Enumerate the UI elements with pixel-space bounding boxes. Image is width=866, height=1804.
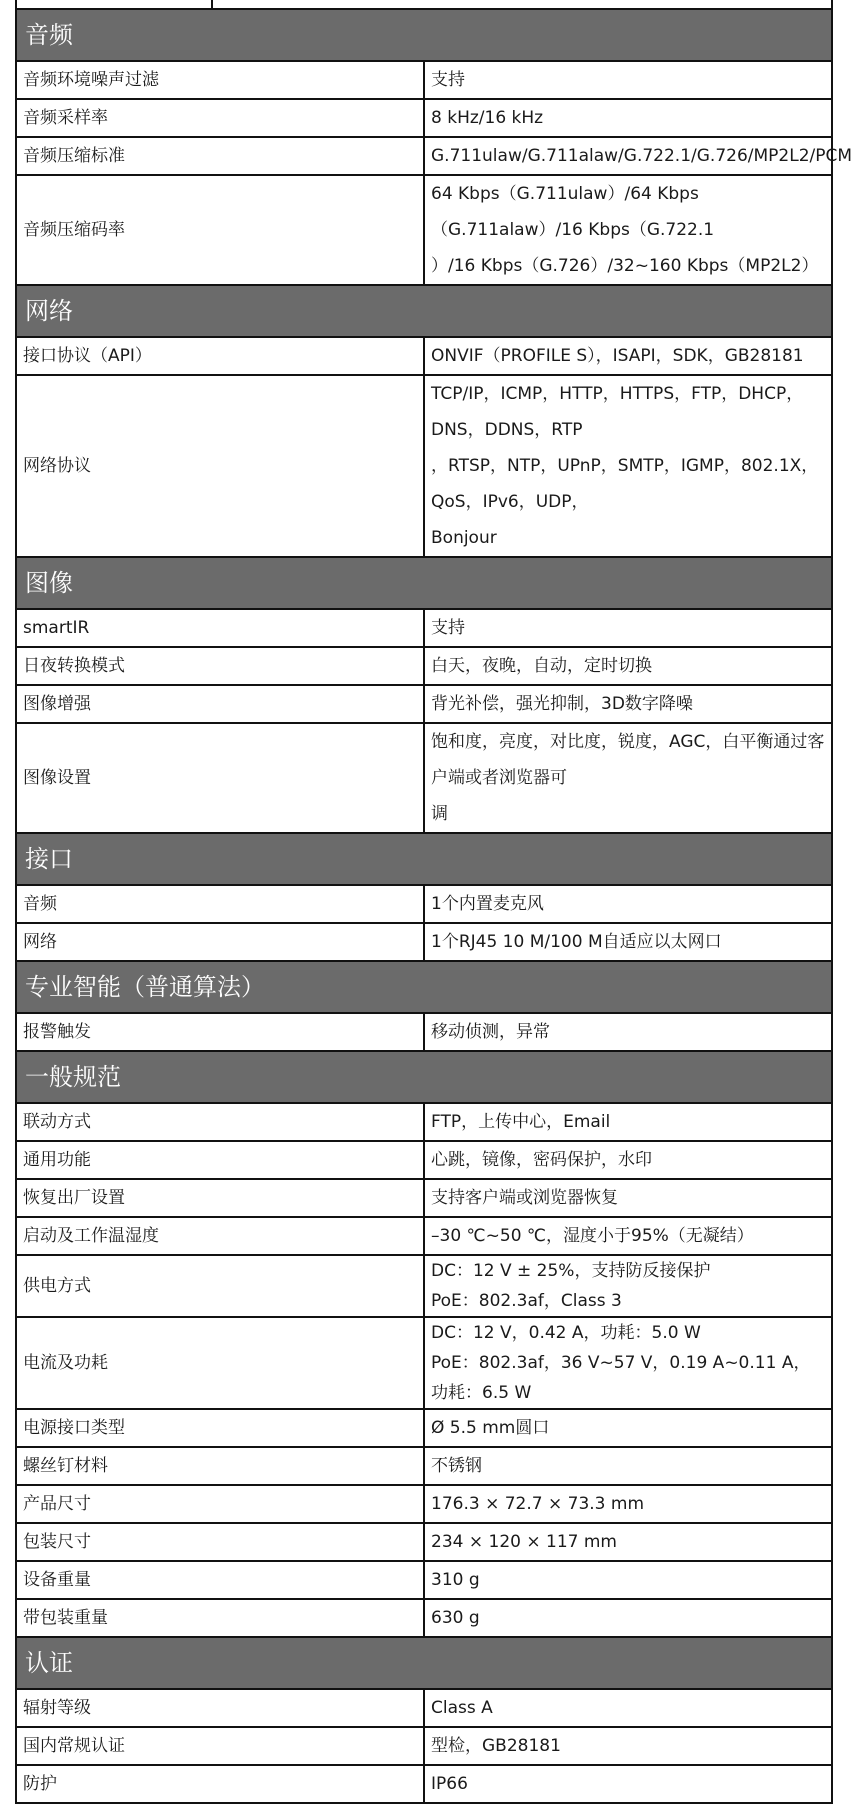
spec-key: smartIR: [16, 609, 424, 647]
spec-value-line: Bonjour: [431, 528, 497, 548]
spec-value-line: 176.3 × 72.7 × 73.3 mm: [431, 1494, 644, 1514]
spec-value-line: 白天，夜晚，自动，定时切换: [431, 656, 652, 676]
section-header-row: [16, 961, 832, 1013]
spec-value: [424, 1523, 832, 1561]
section-title: 音频: [16, 9, 832, 61]
spec-value-line: Class A: [431, 1698, 493, 1718]
spec-row: [16, 1485, 832, 1523]
spec-value: [424, 647, 832, 685]
spec-key: 图像增强: [16, 685, 424, 723]
spec-value-line: 支持客户端或浏览器恢复: [431, 1188, 618, 1208]
spec-value-line: 64 Kbps（G.711ulaw）/64 Kbps（G.711alaw）/16 Kbps（G.722.1: [431, 184, 715, 240]
spec-value: [424, 1141, 832, 1179]
spec-value: [424, 1765, 832, 1803]
section-header-row: [16, 285, 832, 337]
spec-key: 电源接口类型: [16, 1409, 424, 1447]
section-title: 一般规范: [16, 1051, 832, 1103]
spec-row: [16, 1523, 832, 1561]
spec-key: 音频压缩标准: [16, 137, 424, 175]
spec-row: [16, 1561, 832, 1599]
spec-key: 联动方式: [16, 1103, 424, 1141]
spec-value-line: DC：12 V，0.42 A，功耗：5.0 W: [431, 1323, 701, 1343]
spec-value-line: –30 ℃~50 ℃，湿度小于95%（无凝结）: [431, 1226, 754, 1246]
section-header-row: [16, 9, 832, 61]
spec-value-line: 8 kHz/16 kHz: [431, 108, 544, 128]
spec-row: [16, 1765, 832, 1803]
spec-value: [424, 1689, 832, 1727]
spec-row: [16, 1689, 832, 1727]
spec-key: 通用功能: [16, 1141, 424, 1179]
spec-value-line: 不锈钢: [431, 1456, 482, 1476]
section-title: 专业智能（普通算法）: [16, 961, 832, 1013]
spec-row: [16, 723, 832, 833]
spec-key: 音频: [16, 885, 424, 923]
spec-key: 网络协议: [16, 375, 424, 557]
spec-value: [424, 99, 832, 137]
spec-key: 恢复出厂设置: [16, 1179, 424, 1217]
section-header-row: [16, 1637, 832, 1689]
spec-value: [424, 1447, 832, 1485]
spec-row: [16, 1317, 832, 1409]
spec-value-line: 1个内置麦克风: [431, 894, 544, 914]
spec-row: [16, 1255, 832, 1317]
spec-value-line: TCP/IP，ICMP，HTTP，HTTPS，FTP，DHCP，DNS，DDNS，RTP: [431, 384, 804, 440]
spec-row: [16, 137, 832, 175]
spec-value-line: ，RTSP，NTP，UPnP，SMTP，IGMP，802.1X，QoS，IPv6，UDP，: [431, 456, 819, 512]
spec-table-body: [16, 9, 853, 1803]
spec-value: [424, 885, 832, 923]
spec-row: [16, 1599, 832, 1637]
spec-value: [424, 61, 832, 99]
spec-value-line: FTP，上传中心，Email: [431, 1112, 611, 1132]
spec-key: 设备重量: [16, 1561, 424, 1599]
spec-value-line: 心跳，镜像，密码保护，水印: [431, 1150, 652, 1170]
spec-row: [16, 1409, 832, 1447]
spec-key: 音频压缩码率: [16, 175, 424, 285]
spec-row: [16, 1179, 832, 1217]
spec-key: 包装尺寸: [16, 1523, 424, 1561]
section-header-row: [16, 833, 832, 885]
spec-value: [424, 685, 832, 723]
spec-sheet: [15, 0, 853, 1804]
spec-row: [16, 609, 832, 647]
spec-value-line: G.711ulaw/G.711alaw/G.722.1/G.726/MP2L2/PCM: [431, 146, 853, 166]
spec-value: [424, 1409, 832, 1447]
spec-row: [16, 1141, 832, 1179]
spec-row: [16, 885, 832, 923]
spec-key: 图像设置: [16, 723, 424, 833]
spec-value: [424, 1179, 832, 1217]
spec-row: [16, 1013, 832, 1051]
spec-key: 螺丝钉材料: [16, 1447, 424, 1485]
spec-value-line: Ø 5.5 mm圆口: [431, 1418, 550, 1438]
spec-value-line: 630 g: [431, 1608, 480, 1628]
spec-value-line: 背光补偿，强光抑制，3D数字降噪: [431, 694, 693, 714]
spec-value-line: 234 × 120 × 117 mm: [431, 1532, 617, 1552]
section-header-row: [16, 1051, 832, 1103]
spec-row: [16, 1103, 832, 1141]
spec-value: [424, 175, 832, 285]
spec-row: [16, 1727, 832, 1765]
spec-row: [16, 685, 832, 723]
spec-key: 辐射等级: [16, 1689, 424, 1727]
spec-value: [424, 1727, 832, 1765]
spec-value: [424, 1599, 832, 1637]
spec-key: 国内常规认证: [16, 1727, 424, 1765]
spec-key: 启动及工作温湿度: [16, 1217, 424, 1255]
spec-row: [16, 61, 832, 99]
section-title: 图像: [16, 557, 832, 609]
spec-value-line: IP66: [431, 1774, 468, 1794]
spec-value: [424, 1103, 832, 1141]
section-title: 网络: [16, 285, 832, 337]
spec-key: 网络: [16, 923, 424, 961]
section-header-row: [16, 557, 832, 609]
spec-key: 电流及功耗: [16, 1317, 424, 1409]
section-title: 认证: [16, 1637, 832, 1689]
spec-row: [16, 923, 832, 961]
spec-key: 接口协议（API）: [16, 337, 424, 375]
spec-value-line: 支持: [431, 70, 465, 90]
spec-key: 防护: [16, 1765, 424, 1803]
spec-value: [424, 1217, 832, 1255]
spec-key: 音频环境噪声过滤: [16, 61, 424, 99]
spec-value: [424, 1561, 832, 1599]
spec-value: [424, 609, 832, 647]
spec-value: [424, 1255, 832, 1317]
spec-key: 供电方式: [16, 1255, 424, 1317]
section-title: 接口: [16, 833, 832, 885]
spec-key: 日夜转换模式: [16, 647, 424, 685]
spec-row: [16, 1447, 832, 1485]
spec-value-line: 支持: [431, 618, 465, 638]
spec-value-line: ONVIF（PROFILE S），ISAPI，SDK，GB28181: [431, 346, 804, 366]
spec-value: [424, 1317, 832, 1409]
spec-row: [16, 1217, 832, 1255]
spec-value-line: 饱和度，亮度，对比度，锐度，AGC，白平衡通过客户端或者浏览器可: [431, 732, 825, 788]
spec-row: [16, 375, 832, 557]
spec-value: [424, 337, 832, 375]
spec-value-line: 移动侦测，异常: [431, 1022, 550, 1042]
spec-value: [424, 375, 832, 557]
spec-value-line: PoE：802.3af，36 V~57 V，0.19 A~0.11 A，功耗：6.5 W: [431, 1353, 811, 1403]
spec-value: [424, 1485, 832, 1523]
spec-key: 报警触发: [16, 1013, 424, 1051]
previous-table-edge: [15, 0, 833, 8]
spec-row: [16, 99, 832, 137]
spec-value-line: 310 g: [431, 1570, 480, 1590]
spec-value-line: 调: [431, 804, 448, 824]
spec-value-line: PoE：802.3af，Class 3: [431, 1291, 622, 1311]
spec-value-line: 型检，GB28181: [431, 1736, 561, 1756]
spec-row: [16, 337, 832, 375]
spec-value: [424, 137, 853, 175]
spec-value: [424, 723, 832, 833]
spec-key: 带包装重量: [16, 1599, 424, 1637]
spec-value: [424, 1013, 832, 1051]
spec-value-line: 1个RJ45 10 M/100 M自适应以太网口: [431, 932, 722, 952]
spec-value: [424, 923, 832, 961]
spec-key: 音频采样率: [16, 99, 424, 137]
spec-value-line: DC：12 V ± 25%，支持防反接保护: [431, 1261, 711, 1281]
spec-row: [16, 175, 832, 285]
spec-value-line: ）/16 Kbps（G.726）/32~160 Kbps（MP2L2）: [431, 256, 819, 276]
spec-table: [15, 8, 853, 1804]
spec-row: [16, 647, 832, 685]
spec-key: 产品尺寸: [16, 1485, 424, 1523]
